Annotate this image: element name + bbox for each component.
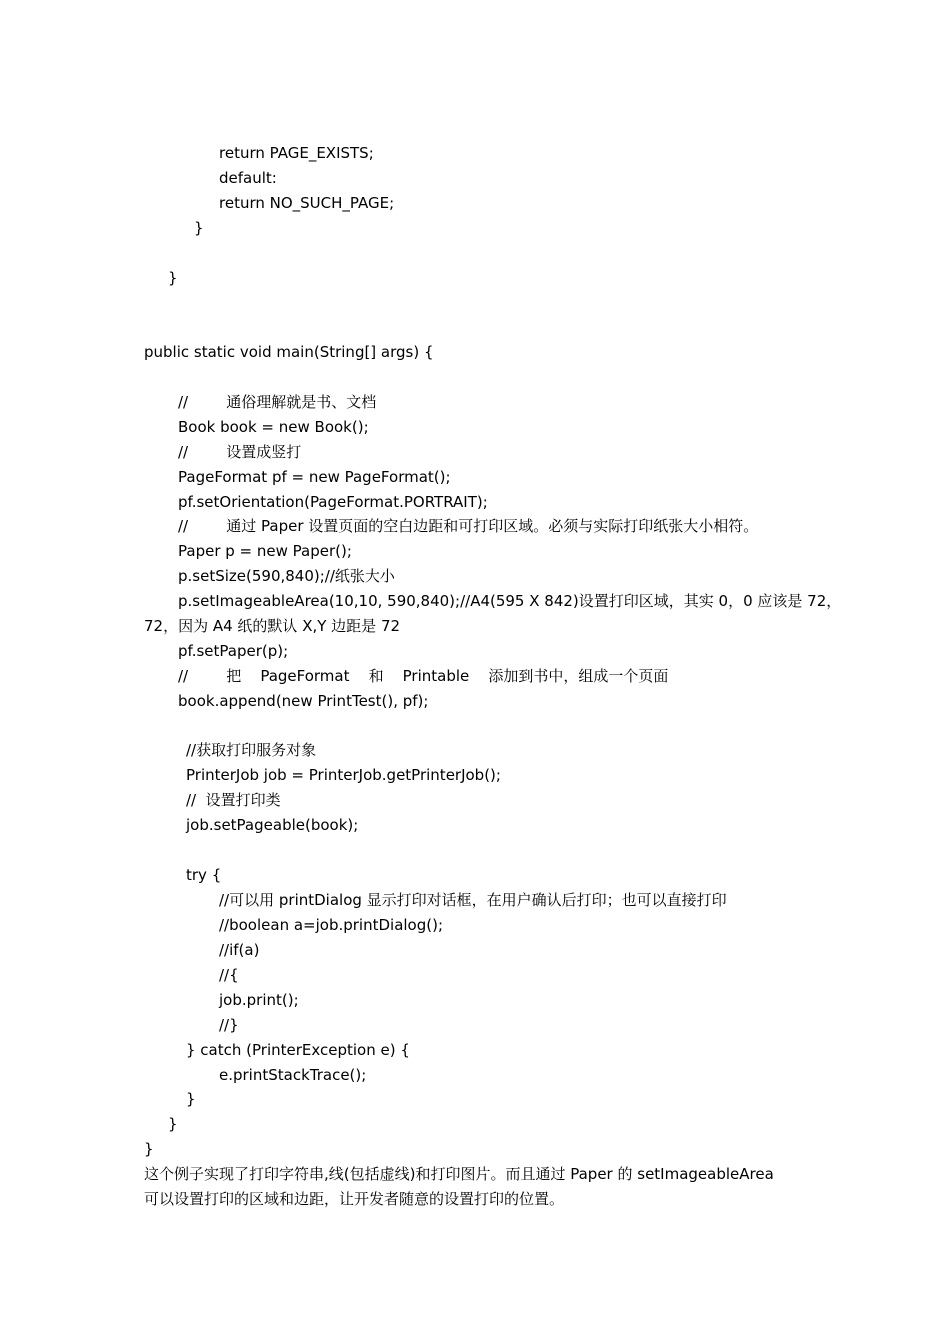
code-line: book.append(new PrintTest(), pf); (178, 692, 429, 710)
code-line: 72，因为 A4 纸的默认 X,Y 边距是 72 (144, 617, 401, 635)
code-line: default: (219, 169, 277, 187)
code-comment-line: //} (219, 1016, 239, 1034)
code-line: public static void main(String[] args) { (144, 343, 434, 361)
code-line: PrinterJob job = PrinterJob.getPrinterJob(); (186, 766, 501, 784)
code-comment-line: // 设置成竖打 (178, 443, 302, 461)
code-line: } (168, 1115, 178, 1133)
code-line: return NO_SUCH_PAGE; (219, 194, 395, 212)
code-comment-line: // 通俗理解就是书、文档 (178, 393, 377, 411)
code-comment-line: //可以用 printDialog 显示打印对话框，在用户确认后打印；也可以直接打印 (219, 891, 727, 909)
code-comment-line: // 设置打印类 (186, 791, 281, 809)
code-line: Book book = new Book(); (178, 418, 369, 436)
body-paragraph-line: 可以设置打印的区域和边距，让开发者随意的设置打印的位置。 (144, 1190, 565, 1208)
code-line: } (168, 269, 178, 287)
code-line: try { (186, 866, 222, 884)
code-line: pf.setOrientation(PageFormat.PORTRAIT); (178, 493, 488, 511)
code-line: e.printStackTrace(); (219, 1066, 367, 1084)
code-line: p.setImageableArea(10,10, 590,840);//A4(595 X 842)设置打印区域，其实 0，0 应该是 72， (178, 592, 842, 610)
code-line: } catch (PrinterException e) { (186, 1041, 410, 1059)
code-comment-line: //{ (219, 966, 239, 984)
code-comment-line: //boolean a=job.printDialog(); (219, 916, 444, 934)
code-line: pf.setPaper(p); (178, 642, 289, 660)
body-paragraph-line: 这个例子实现了打印字符串,线(包括虚线)和打印图片。而且通过 Paper 的 setImageableArea (144, 1165, 774, 1183)
code-line: p.setSize(590,840);//纸张大小 (178, 567, 395, 585)
code-comment-line: // 通过 Paper 设置页面的空白边距和可打印区域。必须与实际打印纸张大小相符。 (178, 517, 759, 535)
code-comment-line: //获取打印服务对象 (186, 741, 317, 759)
code-line: return PAGE_EXISTS; (219, 144, 374, 162)
code-line: job.setPageable(book); (186, 816, 359, 834)
code-line: } (194, 219, 204, 237)
code-comment-line: //if(a) (219, 941, 260, 959)
code-line: PageFormat pf = new PageFormat(); (178, 468, 451, 486)
code-line: } (186, 1090, 196, 1108)
code-line: job.print(); (219, 991, 299, 1009)
code-line: Paper p = new Paper(); (178, 542, 352, 560)
code-line: } (144, 1140, 154, 1158)
code-comment-line: // 把 PageFormat 和 Printable 添加到书中，组成一个页面 (178, 667, 669, 685)
